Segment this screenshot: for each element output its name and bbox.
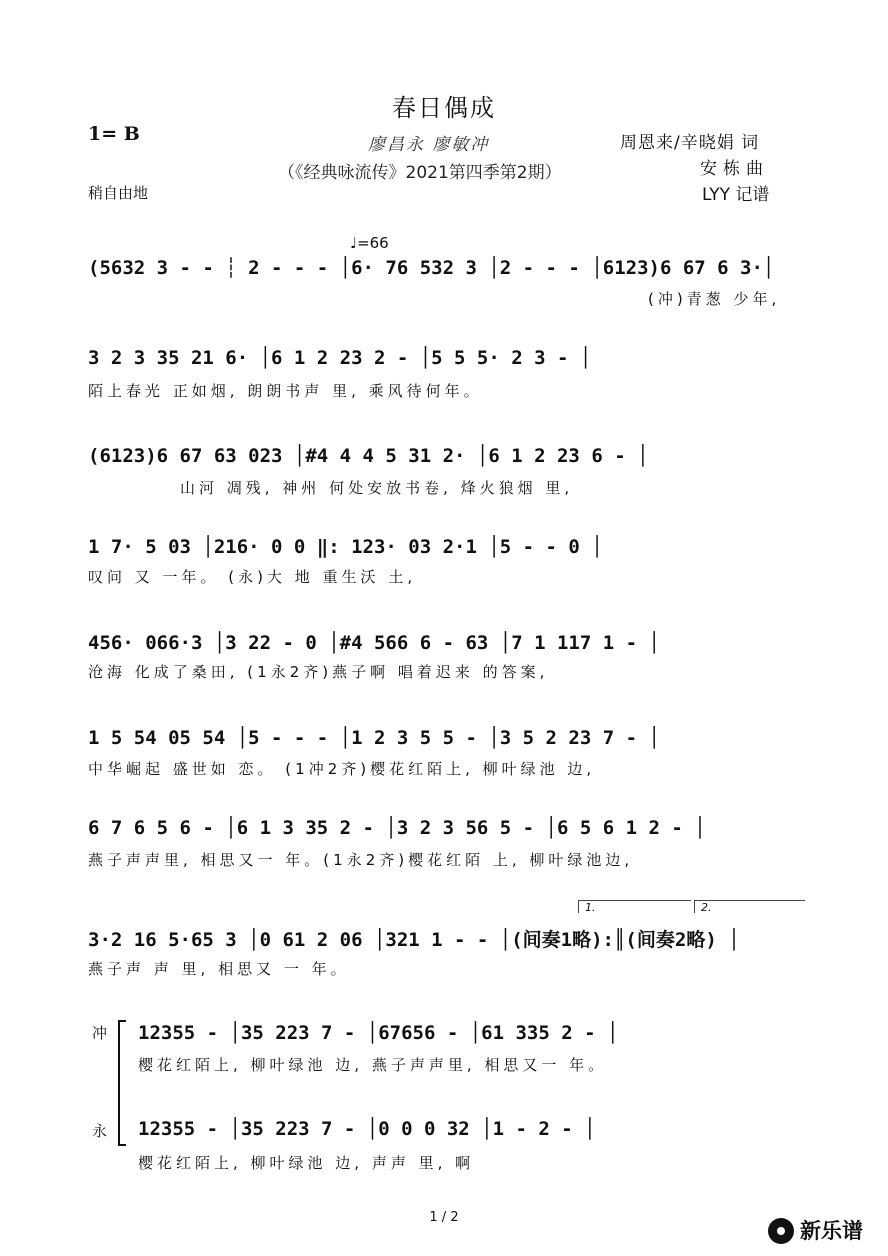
composer: 安栋曲 <box>700 159 769 179</box>
notation-row-10: 12355 - │35 223 7 - │0 0 0 32 │1 - 2 - │ <box>138 1118 596 1140</box>
system-bracket <box>118 1020 126 1146</box>
metronome-mark: ♩=66 <box>350 234 389 252</box>
page-number: 1 / 2 <box>429 1210 459 1225</box>
lyrics-row-4: 叹问 又 一年。 (永)大 地 重生沃 土, <box>88 568 417 586</box>
voice-label-yong: 永 <box>92 1122 108 1140</box>
vinyl-record-icon <box>768 1218 794 1244</box>
lyrics-row-10: 樱花红陌上, 柳叶绿池 边, 声声 里, 啊 <box>138 1154 475 1172</box>
first-ending-bracket: 1. <box>578 900 691 913</box>
lyricist: 周恩来/辛晓娟 词 <box>620 133 760 153</box>
lyrics-row-6: 中华崛起 盛世如 恋。 (1冲2齐)樱花红陌上, 柳叶绿池 边, <box>88 760 596 778</box>
notation-row-8: 3·2 16 5·65 3 │0 61 2 06 │321 1 - - │(间奏1略):║(间奏2略) │ <box>88 929 740 951</box>
lyrics-row-8: 燕子声 声 里, 相思又 一 年。 <box>88 960 350 978</box>
voice-label-chong: 冲 <box>92 1024 108 1042</box>
source-note: （《经典咏流传》2021第四季第2期） <box>278 163 562 183</box>
lyrics-row-9: 樱花红陌上, 柳叶绿池 边, 燕子声声里, 相思又一 年。 <box>138 1056 608 1074</box>
lyrics-row-5: 沧海 化成了桑田, (1永2齐)燕子啊 唱着迟来 的答案, <box>88 663 549 681</box>
singers: 廖昌永 廖敏冲 <box>368 135 490 155</box>
lyrics-row-1: (冲)青葱 少年, <box>648 290 781 308</box>
notation-row-3: (6123)6 67 63 023 │#4 4 4 5 31 2· │6 1 2 23 6 - │ <box>88 445 649 467</box>
site-logo-text: 新乐谱 <box>800 1219 863 1243</box>
notation-row-4: 1 7· 5 03 │216· 0 0 ‖: 123· 03 2·1 │5 - - 0 │ <box>88 536 603 558</box>
lyrics-row-2: 陌上春光 正如烟, 朗朗书声 里, 乘风待何年。 <box>88 382 483 400</box>
second-ending-bracket: 2. <box>694 900 805 913</box>
tempo-marking: 稍自由地 <box>88 184 149 202</box>
lyrics-row-7: 燕子声声里, 相思又一 年。(1永2齐)樱花红陌 上, 柳叶绿池边, <box>88 851 634 869</box>
song-title: 春日偶成 <box>392 94 496 122</box>
notation-row-6: 1 5 54 05 54 │5 - - - │1 2 3 5 5 - │3 5 2 23 7 - │ <box>88 727 660 749</box>
lyrics-row-3: 山河 凋残, 神州 何处安放书卷, 烽火狼烟 里, <box>180 479 574 497</box>
notation-row-2: 3 2 3 35 21 6· │6 1 2 23 2 - │5 5 5· 2 3 - │ <box>88 347 592 369</box>
notation-row-9: 12355 - │35 223 7 - │67656 - │61 335 2 - │ <box>138 1022 619 1044</box>
key-signature: 1= B <box>88 123 140 145</box>
notation-row-7: 6 7 6 5 6 - │6 1 3 35 2 - │3 2 3 56 5 - │6 5 6 1 2 - │ <box>88 817 706 839</box>
notation-row-5: 456· 066·3 │3 22 - 0 │#4 566 6 - 63 │7 1 117 1 - │ <box>88 632 660 654</box>
notation-row-1: (5632 3 - - ┆ 2 - - - │6· 76 532 3 │2 - - - │6123)6 67 6 3·│ <box>88 257 775 279</box>
transcriber: LYY 记谱 <box>702 185 770 205</box>
